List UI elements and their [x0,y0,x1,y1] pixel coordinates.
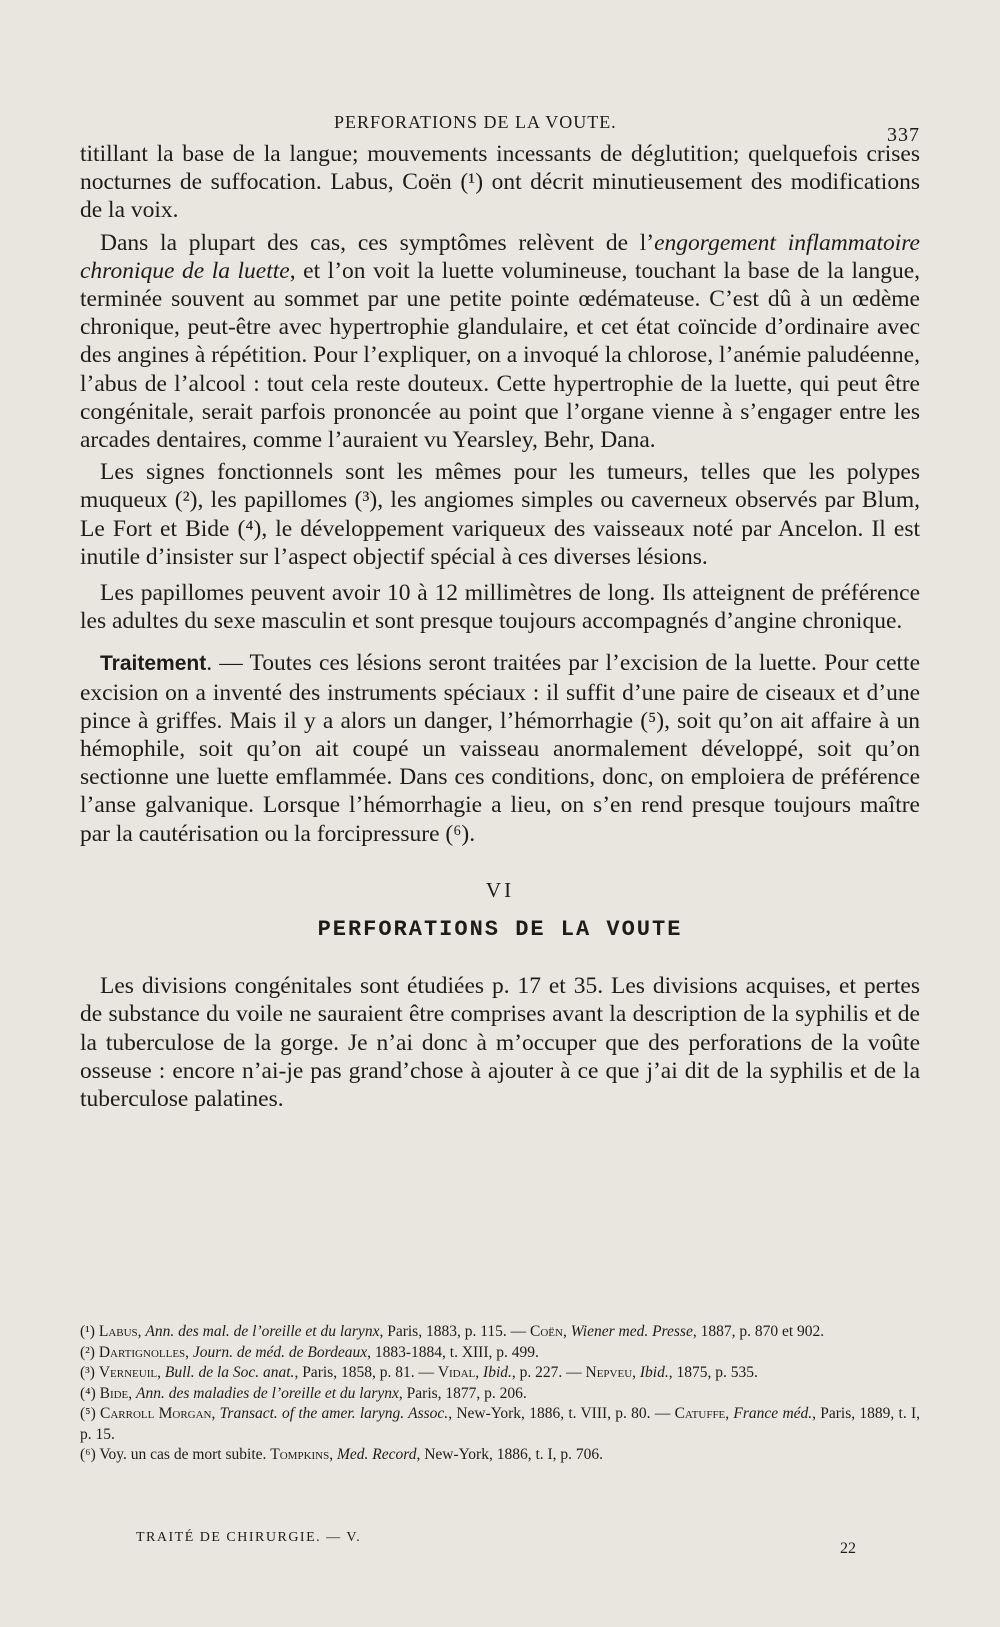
footer-title: TRAITÉ DE CHIRURGIE. — V. [136,1530,362,1545]
footnote-5: (⁵) Carroll Morgan, Transact. of the amer. laryng. Assoc., New-York, 1886, t. VIII, p. 80. — Catuffe, France méd., Paris, 1889, t. I, p. 15. [80,1405,921,1443]
footnotes [80,1322,920,1466]
section-number: VI [485,877,515,902]
footnote-2: (²) Dartignolles, Journ. de méd. de Bordeaux, 1883-1884, t. XIII, p. 499. [80,1343,539,1361]
section-paragraph: Les divisions congénitales sont étudiées p. 17 et 35. Les divisions acquises, et pertes de substance du voile ne sauraient être comprises avant la description de la syphilis et de la tuberculose de la gorge. Je n’ai donc à m’occuper que des perforations de la voûte osseuse : encore n’ai-je pas grand’chose à ajouter à ce que j’ai dit de la syphilis et de la tuberculose palatines. [80,973,920,1113]
footnote-4: (⁴) Bide, Ann. des maladies de l’oreille et du larynx, Paris, 1877, p. 206. [80,1384,527,1402]
page-number: 337 [887,124,920,146]
paragraph-1: titillant la base de la langue; mouvements incessants de déglutition; quelquefois crises nocturnes de suffocation. Labus, Coën (¹) ont décrit minutieusement des modifications de la voix. [80,141,920,224]
main-text [80,140,920,1113]
page-footer [136,1530,856,1557]
footnote-6: (⁶) Voy. un cas de mort subite. Tompkins, Med. Record, New-York, 1886, t. I, p. 706. [80,1446,604,1463]
footnote-1: (¹) Labus, Ann. des mal. de l’oreille et du larynx, Paris, 1883, p. 115. — Coën, Wiener med. Presse, 1887, p. 870 et 902. [80,1323,825,1340]
signature-mark: 22 [840,1540,856,1557]
paragraph-4: Les papillomes peuvent avoir 10 à 12 millimètres de long. Ils atteignent de préférence les adultes du sexe masculin et sont presque toujours accompagnés d’angine chronique. [80,580,920,635]
section-title: PERFORATIONS DE LA VOUTE [317,917,683,943]
paragraph-2: Dans la plupart des cas, ces symptômes relèvent de l’engorgement inflammatoire chronique de la luette, et l’on voit la luette volumineuse, touchant la base de la langue, terminée souvent au sommet par une petite pointe œdémateuse. C’est dû à un œdème chronique, peut-être avec hypertrophie glandulaire, et cet état coïncide d’ordinaire avec des angines à répétition. Pour l’expliquer, on a invoqué la chlorose, l’anémie paludéenne, l’abus de l’alcool : tout cela reste douteux. Cette hypertrophie de la luette, qui peut être congénitale, serait parfois prononcée au point que l’organe vienne à s’engager entre les arcades dentaires, comme l’auraient vu Yearsley, Behr, Dana. [80,229,920,454]
emphasis-text: engorgement inflammatoire chronique de la luette [80,229,920,284]
paragraph-3: Les signes fonctionnels sont les mêmes pour les tumeurs, telles que les polypes muqueux (²), les papillomes (³), les angiomes simples ou caverneux observés par Blum, Le Fort et Bide (⁴), le développement variqueux des vaisseaux noté par Ancelon. Il est inutile d’insister sur l’aspect objectif spécial à ces diverses lésions. [80,459,920,570]
treatment-heading: Traitement [100,652,207,676]
paragraph-treatment: Traitement. — Toutes ces lésions seront traitées par l’excision de la luette. Pour cette excision on a inventé des instruments spéciaux : il suffit d’une paire de ciseaux et d’une pince à griffes. Mais il y a alors un danger, l’hémorrhagie (⁵), soit qu’on ait affaire à un hémophile, soit qu’on ait coupé un vaisseau anormalement développé, soit qu’on sectionne une luette emflammée. Dans ces conditions, donc, on emploiera de préférence l’anse galvanique. Lorsque l’hémorrhagie a lieu, on s’en rend presque toujours maître par la cautérisation ou la forcipressure (⁶). [80,650,920,847]
running-title: PERFORATIONS DE LA VOUTE. [334,112,617,132]
footnote-3: (³) Verneuil, Bull. de la Soc. anat., Paris, 1858, p. 81. — Vidal, Ibid., p. 227. — Nepveu, Ibid., 1875, p. 535. [80,1364,758,1381]
